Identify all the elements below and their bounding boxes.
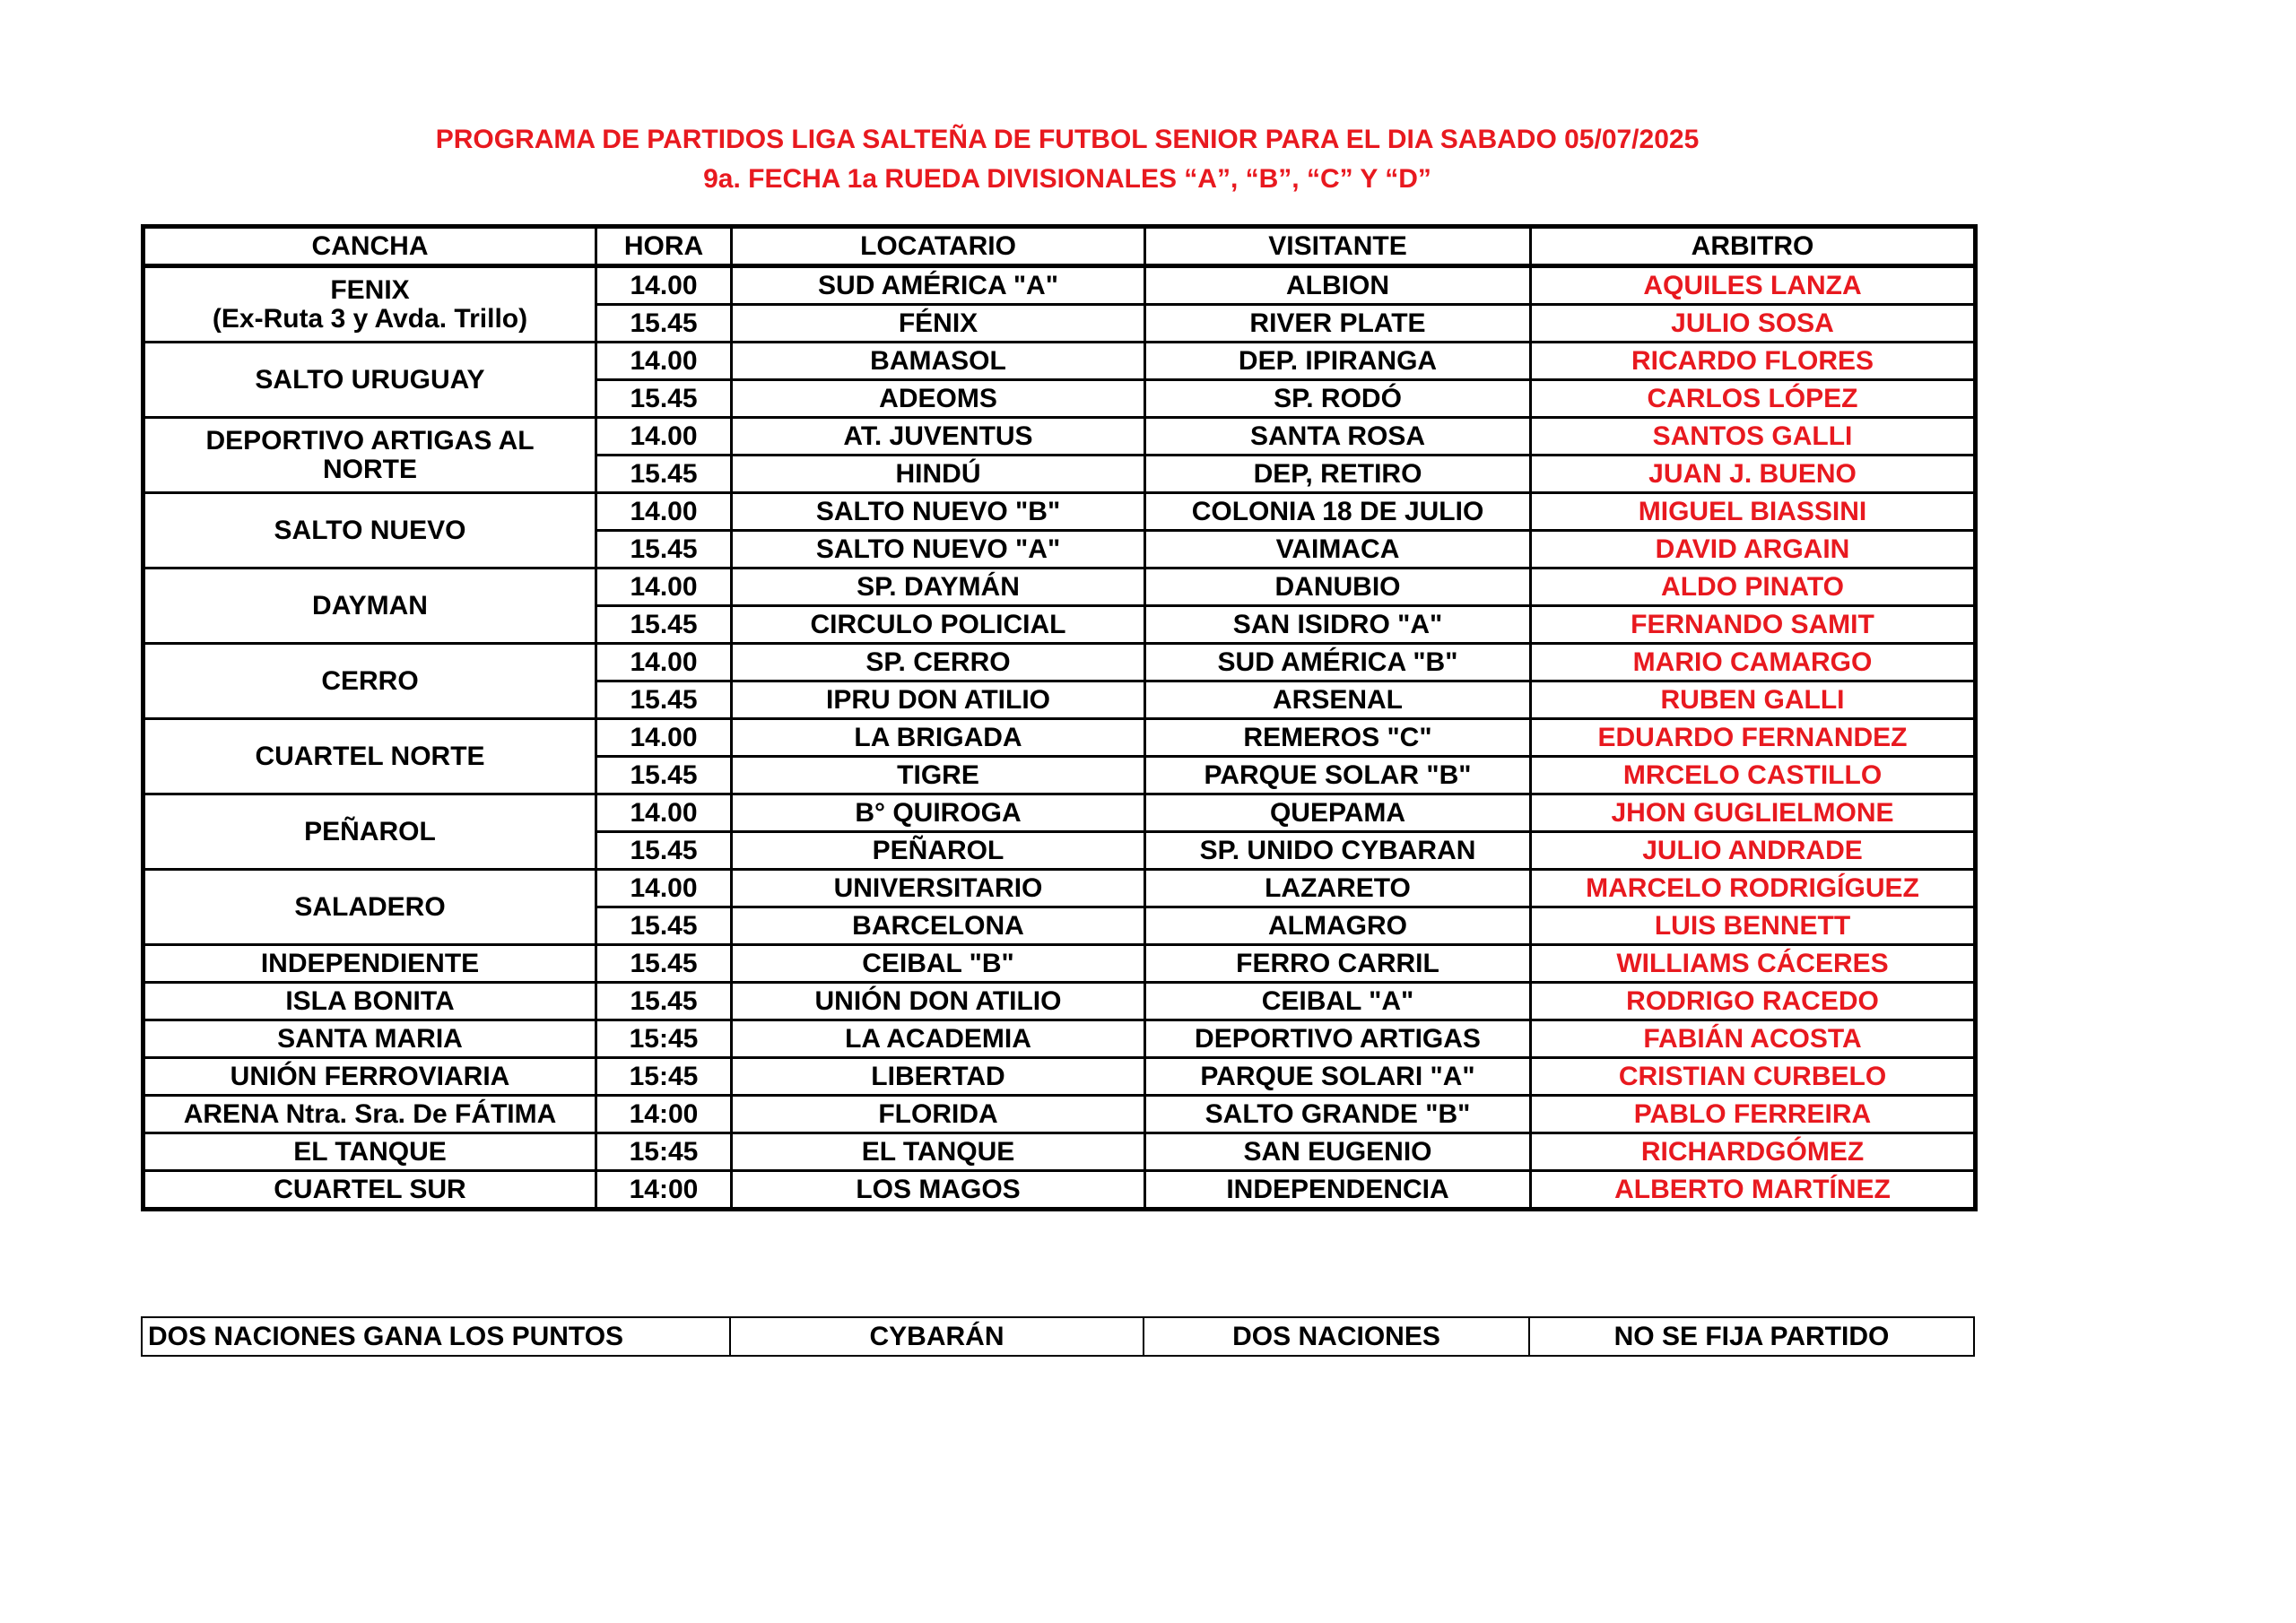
match-time: 14.00 bbox=[596, 418, 732, 456]
home-team: SP. DAYMÁN bbox=[732, 568, 1145, 606]
venue-cell bbox=[144, 266, 596, 343]
home-team: PEÑAROL bbox=[732, 832, 1145, 870]
match-time: 14.00 bbox=[596, 266, 732, 305]
home-team: CEIBAL "B" bbox=[732, 945, 1145, 983]
match-time: 14.00 bbox=[596, 343, 732, 380]
venue-cell bbox=[144, 870, 596, 945]
match-time: 14.00 bbox=[596, 719, 732, 757]
away-team: QUEPAMA bbox=[1145, 794, 1531, 832]
match-time: 15.45 bbox=[596, 983, 732, 1020]
match-time: 15.45 bbox=[596, 832, 732, 870]
away-team: ALMAGRO bbox=[1145, 907, 1531, 945]
away-team: DEP, RETIRO bbox=[1145, 456, 1531, 493]
venue-name: EL TANQUE bbox=[293, 1136, 447, 1167]
away-team: ARSENAL bbox=[1145, 681, 1531, 719]
footer-result: NO SE FIJA PARTIDO bbox=[1529, 1317, 1974, 1356]
match-time: 15.45 bbox=[596, 305, 732, 343]
away-team: VAIMACA bbox=[1145, 531, 1531, 568]
referee: LUIS BENNETT bbox=[1531, 907, 1976, 945]
venue-cell bbox=[144, 983, 596, 1020]
page-subtitle: 9a. FECHA 1a RUEDA DIVISIONALES “A”, “B”, “C” Y “D” bbox=[703, 164, 1431, 194]
away-team: CEIBAL "A" bbox=[1145, 983, 1531, 1020]
match-time: 15.45 bbox=[596, 945, 732, 983]
home-team: UNIVERSITARIO bbox=[732, 870, 1145, 907]
venue-name: ARENA Ntra. Sra. De FÁTIMA bbox=[183, 1098, 557, 1129]
match-schedule-table bbox=[141, 224, 1978, 1211]
home-team: UNIÓN DON ATILIO bbox=[732, 983, 1145, 1020]
home-team: LIBERTAD bbox=[732, 1058, 1145, 1096]
table-row bbox=[144, 983, 1976, 1020]
venue-cell bbox=[144, 1171, 596, 1210]
referee: JULIO ANDRADE bbox=[1531, 832, 1976, 870]
referee: MIGUEL BIASSINI bbox=[1531, 493, 1976, 531]
venue-name: SANTA MARIA bbox=[277, 1023, 463, 1054]
table-row bbox=[144, 493, 1976, 531]
table-row bbox=[144, 1058, 1976, 1096]
home-team: SUD AMÉRICA "A" bbox=[732, 266, 1145, 305]
match-time: 14.00 bbox=[596, 493, 732, 531]
away-team: ALBION bbox=[1145, 266, 1531, 305]
match-time: 15.45 bbox=[596, 606, 732, 644]
match-time: 15.45 bbox=[596, 531, 732, 568]
match-time: 14.00 bbox=[596, 870, 732, 907]
venue-cell bbox=[144, 644, 596, 719]
home-team: TIGRE bbox=[732, 757, 1145, 794]
venue-cell bbox=[144, 343, 596, 418]
referee: CRISTIAN CURBELO bbox=[1531, 1058, 1976, 1096]
home-team: LA BRIGADA bbox=[732, 719, 1145, 757]
referee: RICHARDGÓMEZ bbox=[1531, 1133, 1976, 1171]
match-time: 15:45 bbox=[596, 1133, 732, 1171]
away-team: RIVER PLATE bbox=[1145, 305, 1531, 343]
venue-name: PEÑAROL bbox=[304, 816, 436, 846]
table-row bbox=[144, 1133, 1976, 1171]
venue-name: DEPORTIVO ARTIGAS AL bbox=[205, 425, 535, 456]
footer-note-table bbox=[141, 1316, 1975, 1357]
referee: PABLO FERREIRA bbox=[1531, 1096, 1976, 1133]
table-body bbox=[144, 266, 1976, 1210]
page-title: PROGRAMA DE PARTIDOS LIGA SALTEÑA DE FUTBOL SENIOR PARA EL DIA SABADO 05/07/2025 bbox=[435, 125, 1700, 154]
referee: MRCELO CASTILLO bbox=[1531, 757, 1976, 794]
referee: RUBEN GALLI bbox=[1531, 681, 1976, 719]
table-row bbox=[144, 1096, 1976, 1133]
venue-cell bbox=[144, 945, 596, 983]
away-team: DEP. IPIRANGA bbox=[1145, 343, 1531, 380]
away-team: COLONIA 18 DE JULIO bbox=[1145, 493, 1531, 531]
match-time: 14.00 bbox=[596, 644, 732, 681]
home-team: AT. JUVENTUS bbox=[732, 418, 1145, 456]
footer-note: DOS NACIONES GANA LOS PUNTOS bbox=[142, 1317, 730, 1356]
match-time: 15:45 bbox=[596, 1058, 732, 1096]
home-team: FÉNIX bbox=[732, 305, 1145, 343]
venue-name: SALTO NUEVO bbox=[274, 515, 466, 545]
home-team: LOS MAGOS bbox=[732, 1171, 1145, 1210]
table-row bbox=[144, 1020, 1976, 1058]
column-header-hora: HORA bbox=[596, 227, 732, 266]
match-time: 15:45 bbox=[596, 1020, 732, 1058]
away-team: REMEROS "C" bbox=[1145, 719, 1531, 757]
referee: ALDO PINATO bbox=[1531, 568, 1976, 606]
footer-home-team: CYBARÁN bbox=[730, 1317, 1144, 1356]
venue-cell bbox=[144, 1020, 596, 1058]
away-team: INDEPENDENCIA bbox=[1145, 1171, 1531, 1210]
table-header-row bbox=[144, 227, 1976, 266]
venue-cell bbox=[144, 1058, 596, 1096]
venue-cell bbox=[144, 1096, 596, 1133]
venue-cell bbox=[144, 568, 596, 644]
venue-name: INDEPENDIENTE bbox=[260, 948, 480, 978]
match-time: 15.45 bbox=[596, 907, 732, 945]
table-row bbox=[144, 719, 1976, 757]
home-team: FLORIDA bbox=[732, 1096, 1145, 1133]
away-team: SP. RODÓ bbox=[1145, 380, 1531, 418]
table-row bbox=[144, 870, 1976, 907]
referee: ALBERTO MARTÍNEZ bbox=[1531, 1171, 1976, 1210]
column-header-cancha: CANCHA bbox=[144, 227, 596, 266]
away-team: DEPORTIVO ARTIGAS bbox=[1145, 1020, 1531, 1058]
home-team: BARCELONA bbox=[732, 907, 1145, 945]
away-team: LAZARETO bbox=[1145, 870, 1531, 907]
venue-name: FENIX bbox=[330, 274, 410, 305]
venue-name: DAYMAN bbox=[312, 590, 428, 621]
footer-row bbox=[142, 1317, 1974, 1356]
referee: JULIO SOSA bbox=[1531, 305, 1976, 343]
column-header-locatario: LOCATARIO bbox=[732, 227, 1145, 266]
match-time: 15.45 bbox=[596, 681, 732, 719]
table-row bbox=[144, 418, 1976, 456]
referee: RODRIGO RACEDO bbox=[1531, 983, 1976, 1020]
venue-name: CUARTEL SUR bbox=[274, 1174, 466, 1204]
match-time: 15.45 bbox=[596, 456, 732, 493]
home-team: SP. CERRO bbox=[732, 644, 1145, 681]
venue-name-line2: NORTE bbox=[323, 454, 417, 484]
table-row bbox=[144, 794, 1976, 832]
venue-cell bbox=[144, 719, 596, 794]
referee: SANTOS GALLI bbox=[1531, 418, 1976, 456]
away-team: PARQUE SOLARI "A" bbox=[1145, 1058, 1531, 1096]
home-team: B° QUIROGA bbox=[732, 794, 1145, 832]
referee: AQUILES LANZA bbox=[1531, 266, 1976, 305]
venue-cell bbox=[144, 418, 596, 493]
referee: CARLOS LÓPEZ bbox=[1531, 380, 1976, 418]
match-time: 14:00 bbox=[596, 1096, 732, 1133]
away-team: SAN EUGENIO bbox=[1145, 1133, 1531, 1171]
home-team: SALTO NUEVO "B" bbox=[732, 493, 1145, 531]
venue-name: ISLA BONITA bbox=[285, 985, 455, 1016]
referee: JUAN J. BUENO bbox=[1531, 456, 1976, 493]
column-header-arbitro: ARBITRO bbox=[1531, 227, 1976, 266]
home-team: EL TANQUE bbox=[732, 1133, 1145, 1171]
table-row bbox=[144, 644, 1976, 681]
home-team: BAMASOL bbox=[732, 343, 1145, 380]
table-row bbox=[144, 945, 1976, 983]
referee: FABIÁN ACOSTA bbox=[1531, 1020, 1976, 1058]
match-time: 14.00 bbox=[596, 794, 732, 832]
venue-cell bbox=[144, 493, 596, 568]
referee: WILLIAMS CÁCERES bbox=[1531, 945, 1976, 983]
table-row bbox=[144, 343, 1976, 380]
venue-cell bbox=[144, 1133, 596, 1171]
home-team: ADEOMS bbox=[732, 380, 1145, 418]
home-team: LA ACADEMIA bbox=[732, 1020, 1145, 1058]
referee: EDUARDO FERNANDEZ bbox=[1531, 719, 1976, 757]
venue-cell bbox=[144, 794, 596, 870]
column-header-visitante: VISITANTE bbox=[1145, 227, 1531, 266]
table-row bbox=[144, 266, 1976, 305]
away-team: SAN ISIDRO "A" bbox=[1145, 606, 1531, 644]
home-team: CIRCULO POLICIAL bbox=[732, 606, 1145, 644]
match-time: 15.45 bbox=[596, 380, 732, 418]
table-row bbox=[144, 568, 1976, 606]
venue-name: SALTO URUGUAY bbox=[255, 364, 485, 395]
match-time: 14.00 bbox=[596, 568, 732, 606]
home-team: HINDÚ bbox=[732, 456, 1145, 493]
footer-away-team: DOS NACIONES bbox=[1144, 1317, 1529, 1356]
away-team: PARQUE SOLAR "B" bbox=[1145, 757, 1531, 794]
venue-name: CERRO bbox=[321, 665, 419, 696]
away-team: SP. UNIDO CYBARAN bbox=[1145, 832, 1531, 870]
venue-name: CUARTEL NORTE bbox=[255, 741, 485, 771]
venue-name: SALADERO bbox=[294, 891, 446, 922]
away-team: SALTO GRANDE "B" bbox=[1145, 1096, 1531, 1133]
referee: DAVID ARGAIN bbox=[1531, 531, 1976, 568]
home-team: SALTO NUEVO "A" bbox=[732, 531, 1145, 568]
away-team: FERRO CARRIL bbox=[1145, 945, 1531, 983]
referee: FERNANDO SAMIT bbox=[1531, 606, 1976, 644]
referee: MARIO CAMARGO bbox=[1531, 644, 1976, 681]
referee: JHON GUGLIELMONE bbox=[1531, 794, 1976, 832]
referee: MARCELO RODRIGÍGUEZ bbox=[1531, 870, 1976, 907]
home-team: IPRU DON ATILIO bbox=[732, 681, 1145, 719]
venue-name: UNIÓN FERROVIARIA bbox=[230, 1061, 510, 1091]
away-team: SUD AMÉRICA "B" bbox=[1145, 644, 1531, 681]
venue-name-line2: (Ex-Ruta 3 y Avda. Trillo) bbox=[212, 303, 528, 334]
away-team: DANUBIO bbox=[1145, 568, 1531, 606]
match-time: 15.45 bbox=[596, 757, 732, 794]
match-time: 14:00 bbox=[596, 1171, 732, 1210]
table-row bbox=[144, 1171, 1976, 1210]
away-team: SANTA ROSA bbox=[1145, 418, 1531, 456]
referee: RICARDO FLORES bbox=[1531, 343, 1976, 380]
